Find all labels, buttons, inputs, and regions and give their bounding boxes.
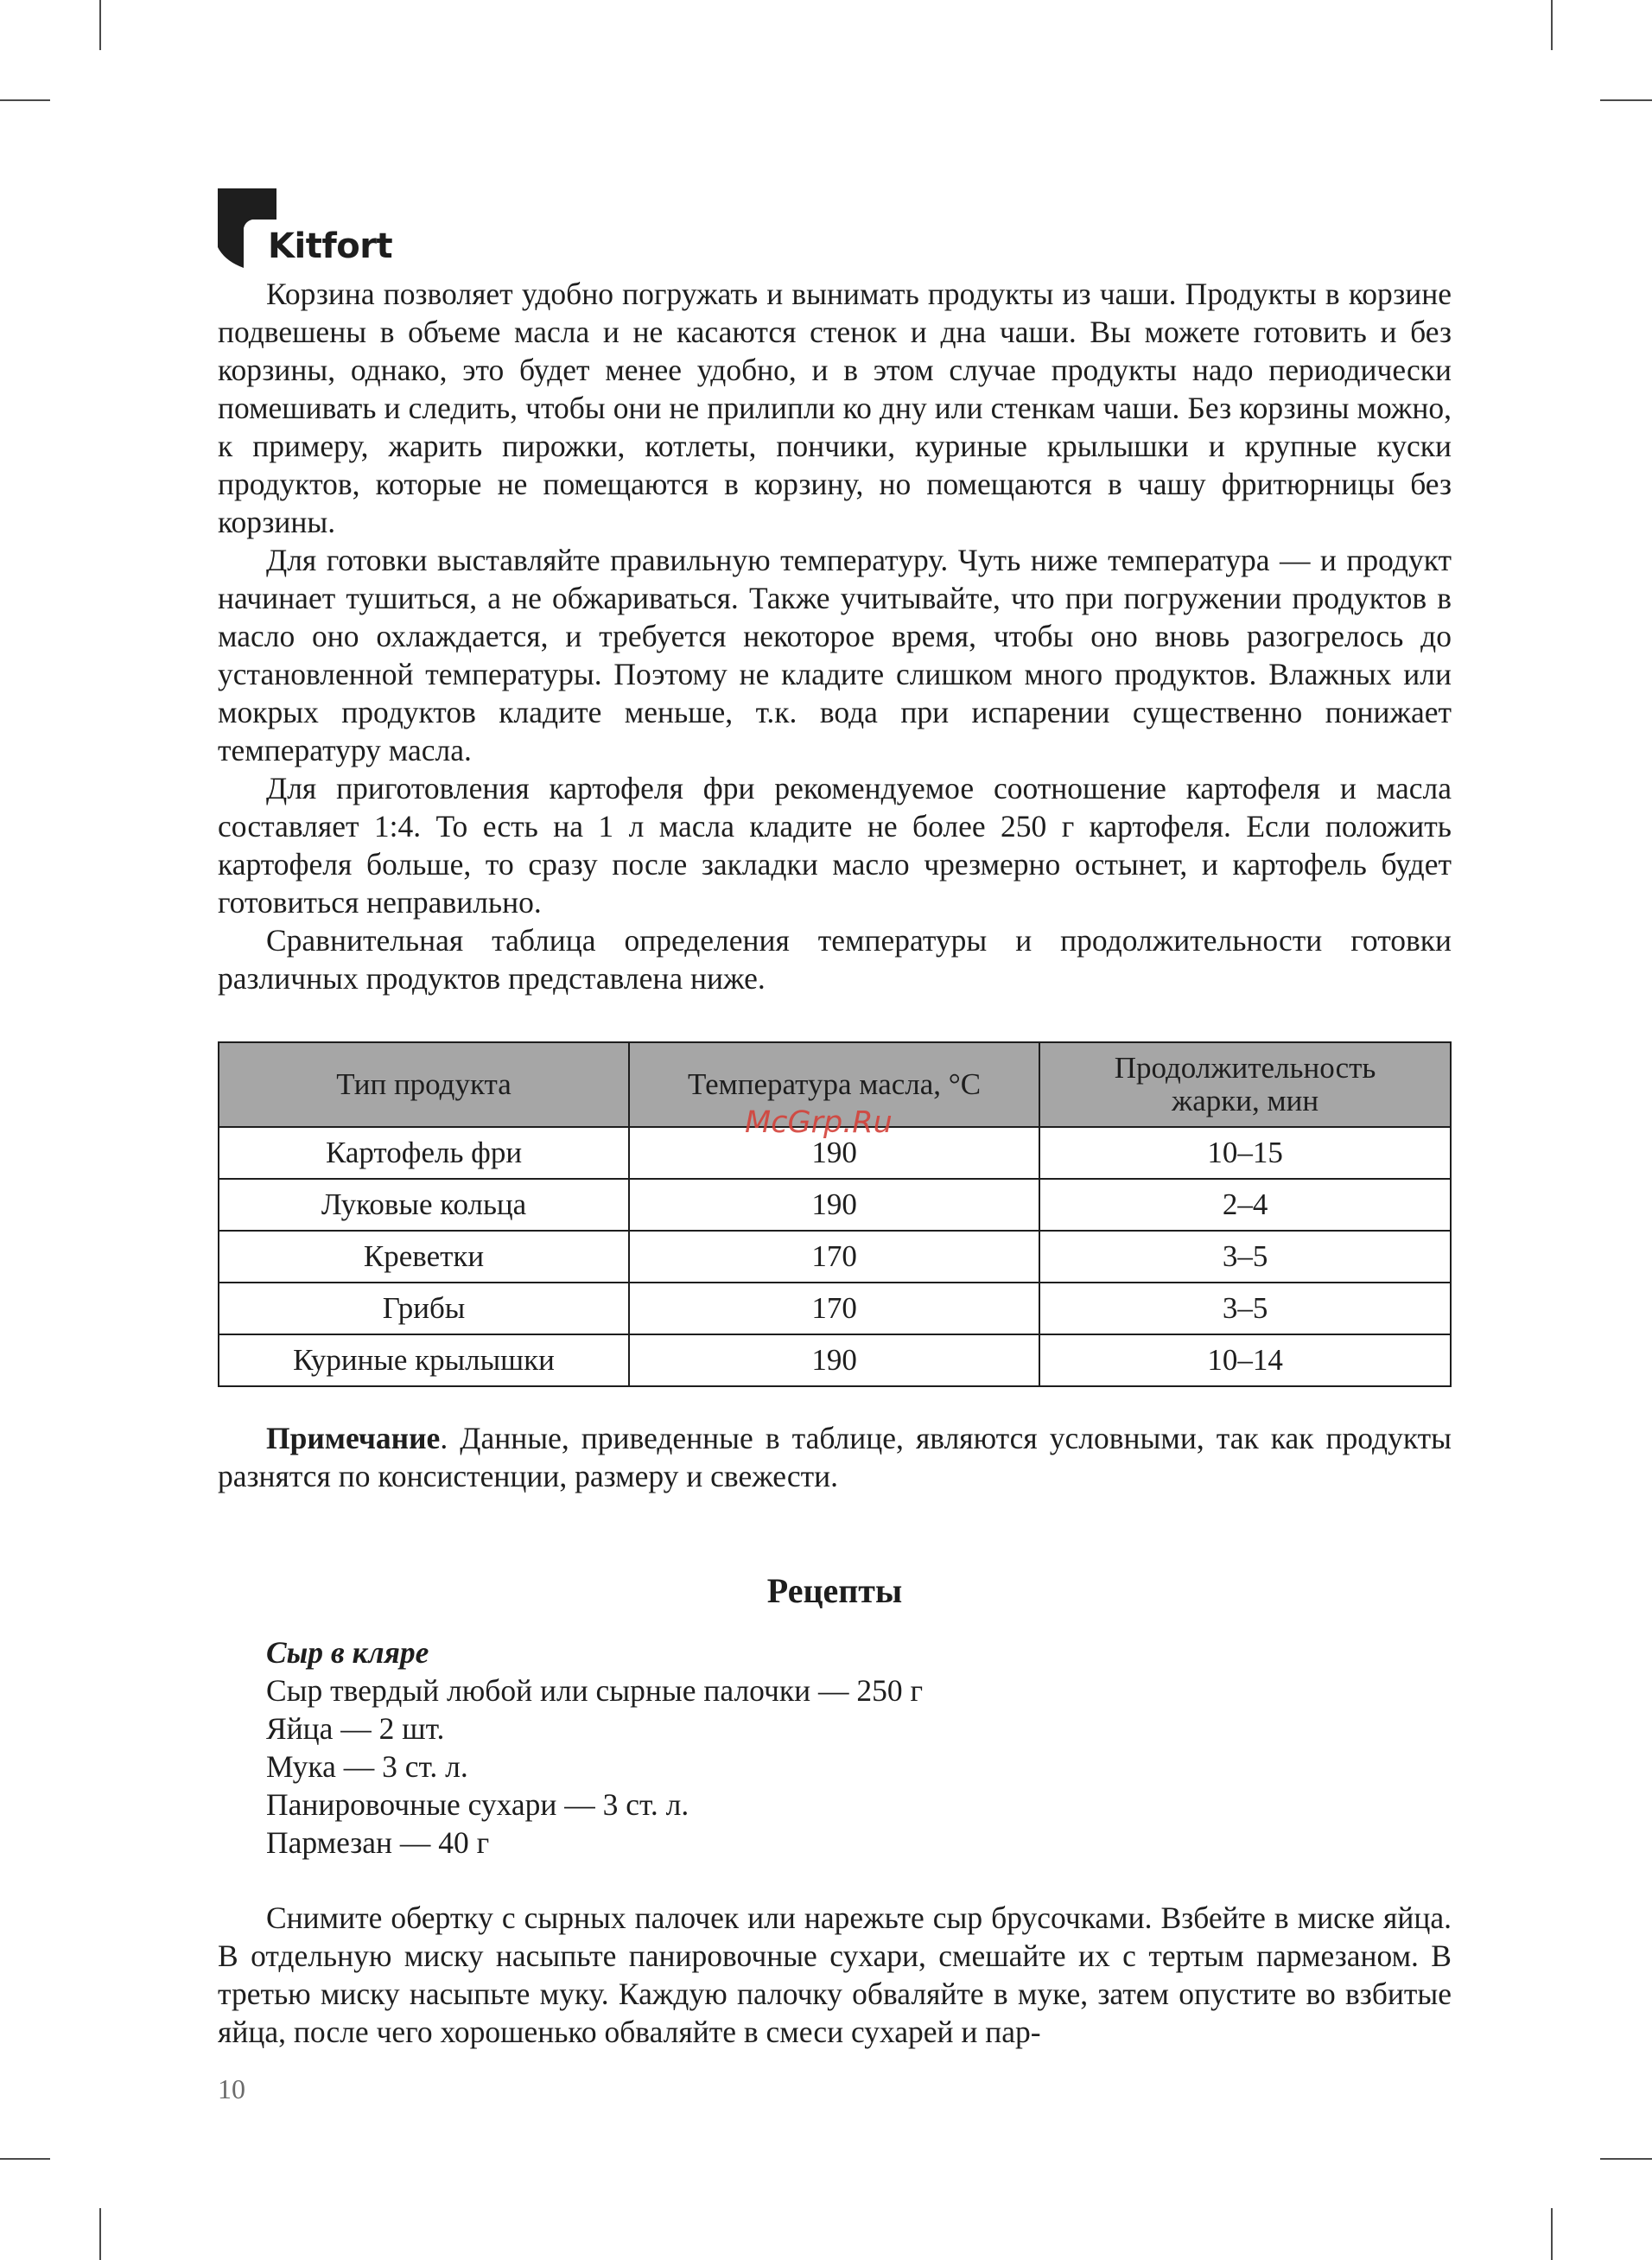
note (218, 1419, 1452, 1495)
note-label: Примечание (266, 1421, 441, 1455)
note-text: . Данные, приведенные в таблице, являются условными, так как продукты разнятся по консистенции, размеру и свежести. (218, 1421, 1452, 1493)
list-item: Яйца — 2 шт. (266, 1711, 445, 1746)
crop-mark (1551, 2208, 1553, 2260)
paragraph: Корзина позволяет удобно погружать и вынимать продукты из чаши. Продукты в корзине подвешены в объеме масла и не касаются стенок и дна чаши. Вы можете готовить и без корзины, однако, это будет менее удобно, и в этом случае продукты надо периодически помешивать и следить, чтобы они не прилипли ко дну или стенкам чаши. Без корзины можно, к примеру, жарить пирожки, котлеты, пончики, куриные крылышки и крупные куски продуктов, которые не помещаются в корзину, но помещаются в чашу фритюрницы без корзины. (218, 277, 1452, 539)
list-item: Панировочные сухари — 3 ст. л. (266, 1787, 689, 1822)
header-oil-temperature: Температура масла, °C (629, 1042, 1039, 1127)
body-text (218, 275, 1452, 997)
frying-table (218, 1041, 1452, 1387)
crop-mark (1551, 0, 1553, 50)
table-cell: Креветки (219, 1231, 629, 1283)
watermark: McGrp.Ru (745, 1105, 893, 1140)
table-cell: 170 (629, 1231, 1039, 1283)
crop-mark (1600, 2158, 1652, 2160)
page-number: 10 (218, 2073, 245, 2104)
list-item: Пармезан — 40 г (266, 1825, 490, 1860)
table-cell: Картофель фри (219, 1127, 629, 1179)
recipe-name: Сыр в кляре (266, 1635, 429, 1670)
brand-logo (218, 188, 391, 275)
table-cell: 190 (629, 1334, 1039, 1386)
table-cell: 3–5 (1039, 1283, 1451, 1334)
header-frying-duration: Продолжительность жарки, мин (1039, 1042, 1451, 1127)
recipe (266, 1633, 1389, 1862)
table-cell: 2–4 (1039, 1179, 1451, 1231)
crop-mark (1600, 99, 1652, 101)
table-cell: Грибы (219, 1283, 629, 1334)
list-item: Сыр твердый любой или сырные палочки — 250 г (266, 1673, 924, 1708)
table-cell: 10–14 (1039, 1334, 1451, 1386)
table-row (219, 1231, 1451, 1283)
table-row (219, 1334, 1451, 1386)
crop-mark (99, 2208, 101, 2260)
table-cell: Луковые кольца (219, 1179, 629, 1231)
crop-mark (0, 2158, 50, 2160)
recipe-method (218, 1899, 1452, 2051)
crop-mark (0, 99, 50, 101)
crop-mark (99, 0, 101, 50)
ingredient-list (266, 1671, 1389, 1862)
table-row (219, 1179, 1451, 1231)
brand-logo-text: Kitfort (268, 226, 393, 266)
table-cell: 170 (629, 1283, 1039, 1334)
table-cell: 10–15 (1039, 1127, 1451, 1179)
paragraph: Для готовки выставляйте правильную температуру. Чуть ниже температура — и продукт начинает тушиться, а не обжариваться. Также учитывайте, что при погружении продуктов в масло оно охлаждается, и требуется некоторое время, чтобы оно вновь разогрелось до установленной температуры. Поэтому не кладите слишком много продуктов. Влажных или мокрых продуктов кладите меньше, т.к. вода при испарении существенно понижает температуру масла. (218, 543, 1452, 767)
table-cell: Куриные крылышки (219, 1334, 629, 1386)
list-item: Мука — 3 ст. л. (266, 1749, 468, 1784)
table-cell: 190 (629, 1127, 1039, 1179)
table-cell: 3–5 (1039, 1231, 1451, 1283)
paragraph: Сравнительная таблица определения температуры и продолжительности готовки различных продуктов представлена ниже. (218, 923, 1452, 996)
table-row (219, 1283, 1451, 1334)
paragraph: Для приготовления картофеля фри рекомендуемое соотношение картофеля и масла составляет 1:4. То есть на 1 л масла кладите не более 250 г картофеля. Если положить картофеля больше, то сразу после закладки масло чрезмерно остынет, и картофель будет готовиться неправильно. (218, 771, 1452, 920)
header-product-type: Тип продукта (219, 1042, 629, 1127)
recipes-heading: Рецепты (766, 1571, 903, 1610)
paragraph: Снимите обертку с сырных палочек или нарежьте сыр брусочками. Взбейте в миске яйца. В отдельную миску насыпьте панировочные сухари, смешайте их с тертым пармезаном. В третью миску насыпьте муку. Каждую палочку обваляйте в муке, затем опустите во взбитые яйца, после чего хорошенько обваляйте в смеси сухарей и пар- (218, 1900, 1452, 2049)
table-cell: 190 (629, 1179, 1039, 1231)
